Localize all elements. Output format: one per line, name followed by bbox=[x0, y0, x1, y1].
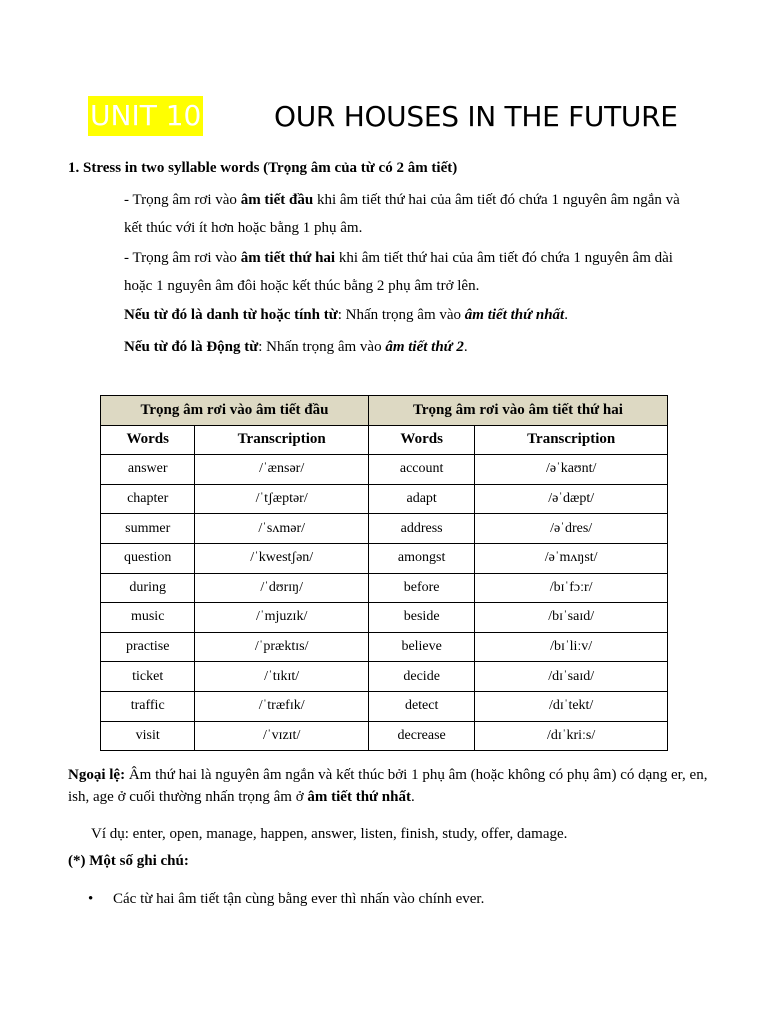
bullet-icon: • bbox=[88, 891, 94, 907]
table-cell: chapter bbox=[101, 484, 195, 514]
table-cell: decide bbox=[368, 662, 474, 692]
notes-heading: (*) Một số ghi chú: bbox=[68, 853, 189, 869]
table-row bbox=[101, 543, 668, 573]
note-text: : Nhấn trọng âm vào bbox=[258, 339, 386, 355]
noun-adjective-note bbox=[124, 307, 568, 324]
table-cell: /ˈtɪkɪt/ bbox=[195, 662, 369, 692]
table-cell: /dɪˈtekt/ bbox=[475, 691, 668, 721]
note-text: : Nhấn trọng âm vào bbox=[337, 307, 465, 323]
unit-label: UNIT 10 bbox=[88, 96, 203, 136]
table-cell: /bɪˈfɔːr/ bbox=[475, 573, 668, 603]
table-cell: /ˈtræfɪk/ bbox=[195, 691, 369, 721]
rule-text: - Trọng âm rơi vào bbox=[124, 250, 241, 266]
stress-table bbox=[100, 395, 668, 751]
table-cell: visit bbox=[101, 721, 195, 751]
exception-end: . bbox=[410, 789, 415, 805]
table-cell: /ˈkwestʃən/ bbox=[195, 543, 369, 573]
table-row bbox=[101, 662, 668, 692]
table-cell: detect bbox=[368, 691, 474, 721]
table-cell: amongst bbox=[368, 543, 474, 573]
table-cell: /ˈsʌmər/ bbox=[195, 514, 369, 544]
table-cell: believe bbox=[368, 632, 474, 662]
title-row bbox=[88, 96, 728, 140]
table-row bbox=[101, 603, 668, 633]
table-cell: /ˈvɪzɪt/ bbox=[195, 721, 369, 751]
rule-text: khi âm tiết thứ hai của âm tiết đó chứa 1 nguyên âm dài hoặc 1 nguyên âm đôi hoặc kết thúc bằng 2 phụ âm trở lên. bbox=[124, 250, 673, 294]
table-row bbox=[101, 514, 668, 544]
rule-text: khi âm tiết thứ hai của âm tiết đó chứa 1 nguyên âm ngắn và kết thúc với ít hơn hoặc bằng 1 phụ âm. bbox=[124, 192, 680, 236]
column-header-words: Words bbox=[368, 425, 474, 455]
table-cell: /əˈdæpt/ bbox=[475, 484, 668, 514]
table-cell: /ˈænsər/ bbox=[195, 455, 369, 485]
table-cell: decrease bbox=[368, 721, 474, 751]
table-cell: answer bbox=[101, 455, 195, 485]
table-cell: ticket bbox=[101, 662, 195, 692]
table-cell: music bbox=[101, 603, 195, 633]
table-cell: /əˈdres/ bbox=[475, 514, 668, 544]
table-cell: /ˈpræktɪs/ bbox=[195, 632, 369, 662]
table-cell: beside bbox=[368, 603, 474, 633]
rule-emphasis: âm tiết đầu bbox=[240, 192, 314, 208]
note-label: Nếu từ đó là danh từ hoặc tính từ bbox=[124, 307, 338, 323]
table-cell: /ˈdʊrɪŋ/ bbox=[195, 573, 369, 603]
stress-rule-first-syllable bbox=[124, 186, 684, 242]
exception-label: Ngoại lệ: bbox=[68, 767, 126, 783]
table-cell: question bbox=[101, 543, 195, 573]
table-group-header-row bbox=[101, 396, 668, 426]
table-row bbox=[101, 455, 668, 485]
table-row bbox=[101, 691, 668, 721]
table-cell: /ˈmjuzɪk/ bbox=[195, 603, 369, 633]
exception-emphasis: âm tiết thứ nhất bbox=[307, 789, 411, 805]
group-header-first-syllable: Trọng âm rơi vào âm tiết đầu bbox=[101, 396, 369, 426]
table-column-header-row bbox=[101, 425, 668, 455]
note-end: . bbox=[463, 339, 468, 355]
exception-text: Âm thứ hai là nguyên âm ngắn và kết thúc bởi 1 phụ âm (hoặc không có phụ âm) có dạng er, en, ish, age ở cuối thường nhấn trọng âm ở bbox=[68, 767, 708, 805]
table-cell: /əˈmʌŋst/ bbox=[475, 543, 668, 573]
column-header-transcription: Transcription bbox=[195, 425, 369, 455]
note-end: . bbox=[564, 307, 568, 323]
rule-emphasis: âm tiết thứ hai bbox=[240, 250, 336, 266]
table-row bbox=[101, 721, 668, 751]
table-cell: before bbox=[368, 573, 474, 603]
table-cell: address bbox=[368, 514, 474, 544]
table-cell: /əˈkaʊnt/ bbox=[475, 455, 668, 485]
table-cell: /bɪˈliːv/ bbox=[475, 632, 668, 662]
section-heading: 1. Stress in two syllable words (Trọng âm của từ có 2 âm tiết) bbox=[68, 160, 458, 176]
note-emphasis: âm tiết thứ nhất bbox=[464, 307, 565, 323]
column-header-transcription: Transcription bbox=[475, 425, 668, 455]
example-line: Ví dụ: enter, open, manage, happen, answer, listen, finish, study, offer, damage. bbox=[91, 826, 568, 842]
page-title: OUR HOUSES IN THE FUTURE bbox=[274, 100, 678, 133]
stress-rule-second-syllable bbox=[124, 244, 684, 300]
table-cell: /bɪˈsaɪd/ bbox=[475, 603, 668, 633]
rule-text: - Trọng âm rơi vào bbox=[124, 192, 241, 208]
table-cell: during bbox=[101, 573, 195, 603]
note-label: Nếu từ đó là Động từ bbox=[124, 339, 259, 355]
group-header-second-syllable: Trọng âm rơi vào âm tiết thứ hai bbox=[368, 396, 667, 426]
table-cell: practise bbox=[101, 632, 195, 662]
note-emphasis: âm tiết thứ 2 bbox=[385, 339, 464, 355]
column-header-words: Words bbox=[101, 425, 195, 455]
table-cell: account bbox=[368, 455, 474, 485]
table-cell: traffic bbox=[101, 691, 195, 721]
table-row bbox=[101, 573, 668, 603]
exception-paragraph bbox=[68, 764, 708, 808]
table-cell: /dɪˈkriːs/ bbox=[475, 721, 668, 751]
table-row bbox=[101, 632, 668, 662]
list-item bbox=[88, 891, 484, 908]
table-cell: /ˈtʃæptər/ bbox=[195, 484, 369, 514]
table-cell: adapt bbox=[368, 484, 474, 514]
verb-note bbox=[124, 339, 468, 356]
table-cell: /dɪˈsaɪd/ bbox=[475, 662, 668, 692]
table-cell: summer bbox=[101, 514, 195, 544]
table-row bbox=[101, 484, 668, 514]
list-item-text: Các từ hai âm tiết tận cùng bằng ever thì nhấn vào chính ever. bbox=[113, 891, 485, 907]
